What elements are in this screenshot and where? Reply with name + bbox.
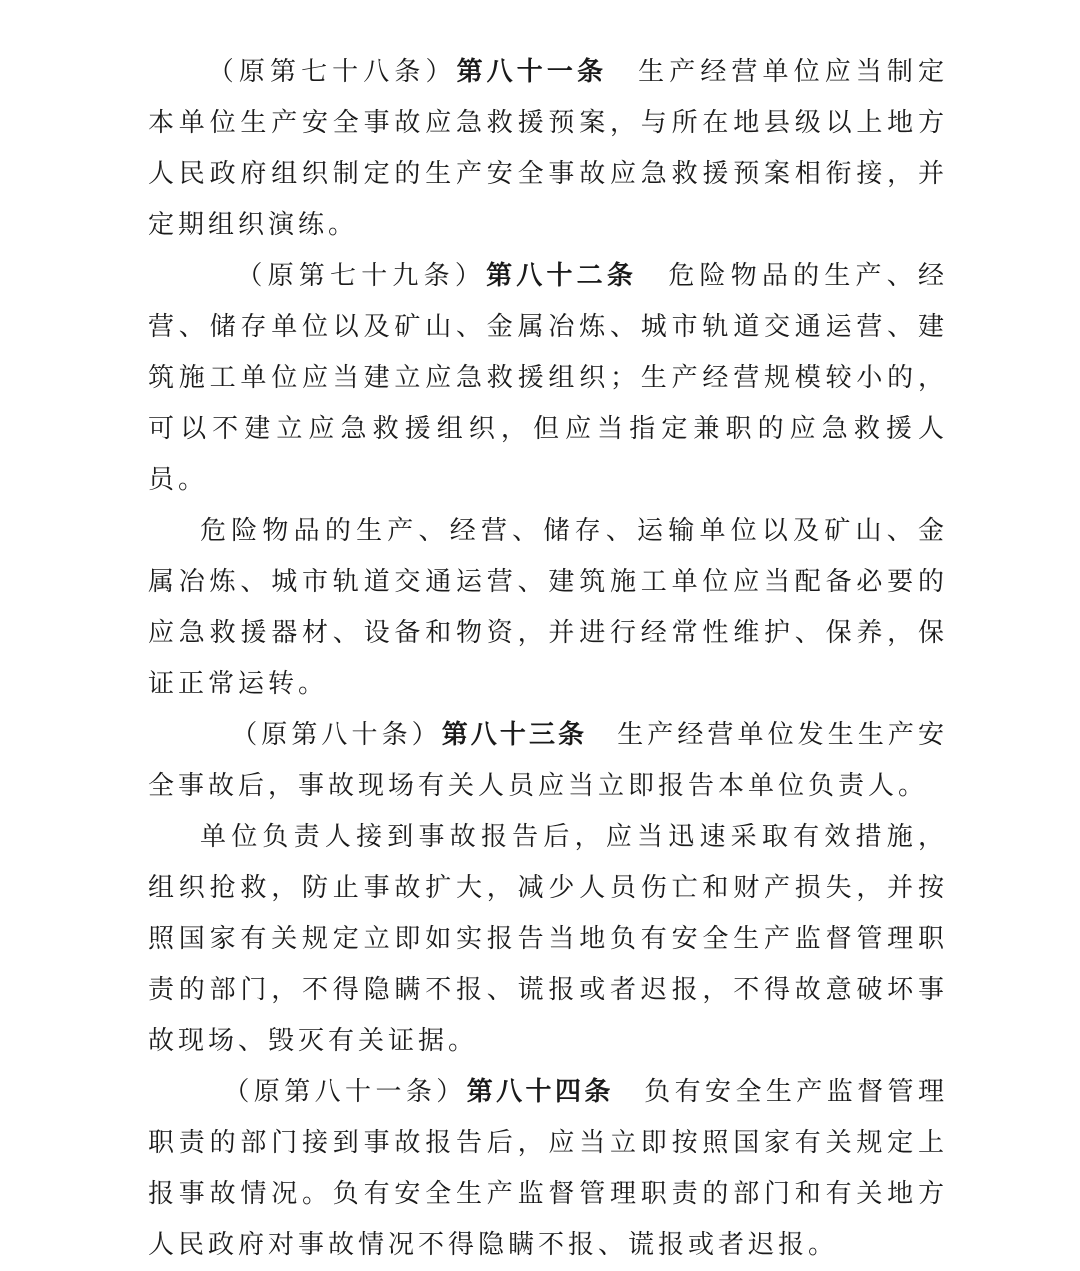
article-83-number: 第八十三条 — [441, 720, 588, 750]
article-83-paragraph-2 — [148, 812, 948, 1067]
article-82-original-ref: （原第七十九条） — [236, 261, 487, 291]
article-81-text-1: 生产经营单位应当制定本单位生产安全事故应急救援预案，与所在地县级以上地方人民政府组织制定的生产安全事故应急救援预案相衔接，并定期组织演练。 — [148, 57, 948, 240]
article-82-text-1: 危险物品的生产、经营、储存单位以及矿山、金属冶炼、城市轨道交通运营、建筑施工单位应当建立应急救援组织；生产经营规模较小的，可以不建立应急救援组织，但应当指定兼职的应急救援人员。 — [148, 261, 948, 495]
article-82-number: 第八十二条 — [486, 261, 638, 291]
article-82-paragraph-1 — [148, 251, 948, 506]
article-82-paragraph-2 — [148, 506, 948, 710]
law-text-body — [148, 47, 948, 1271]
article-84-paragraph-1 — [148, 1067, 948, 1271]
article-84-original-ref: （原第八十一条） — [223, 1077, 467, 1107]
article-83-original-ref: （原第八十条） — [231, 720, 442, 750]
article-82-text-2: 危险物品的生产、经营、储存、运输单位以及矿山、金属冶炼、城市轨道交通运营、建筑施工单位应当配备必要的应急救援器材、设备和物资，并进行经常性维护、保养，保证正常运转。 — [148, 516, 948, 699]
article-81-paragraph-1 — [148, 47, 948, 251]
article-81-original-ref: （原第七十八条） — [207, 57, 457, 87]
article-83-text-1: 生产经营单位发生生产安全事故后，事故现场有关人员应当立即报告本单位负责人。 — [148, 720, 948, 801]
article-84-number: 第八十四条 — [466, 1077, 614, 1107]
article-84-text-1: 负有安全生产监督管理职责的部门接到事故报告后，应当立即按照国家有关规定上报事故情况。负有安全生产监督管理职责的部门和有关地方人民政府对事故情况不得隐瞒不报、谎报或者迟报。 — [148, 1077, 948, 1260]
article-81-number: 第八十一条 — [456, 57, 608, 87]
article-83-text-2: 单位负责人接到事故报告后，应当迅速采取有效措施，组织抢救，防止事故扩大，减少人员伤亡和财产损失，并按照国家有关规定立即如实报告当地负有安全生产监督管理职责的部门，不得隐瞒不报、谎报或者迟报，不得故意破坏事故现场、毁灭有关证据。 — [148, 822, 948, 1056]
article-83-paragraph-1 — [148, 710, 948, 812]
